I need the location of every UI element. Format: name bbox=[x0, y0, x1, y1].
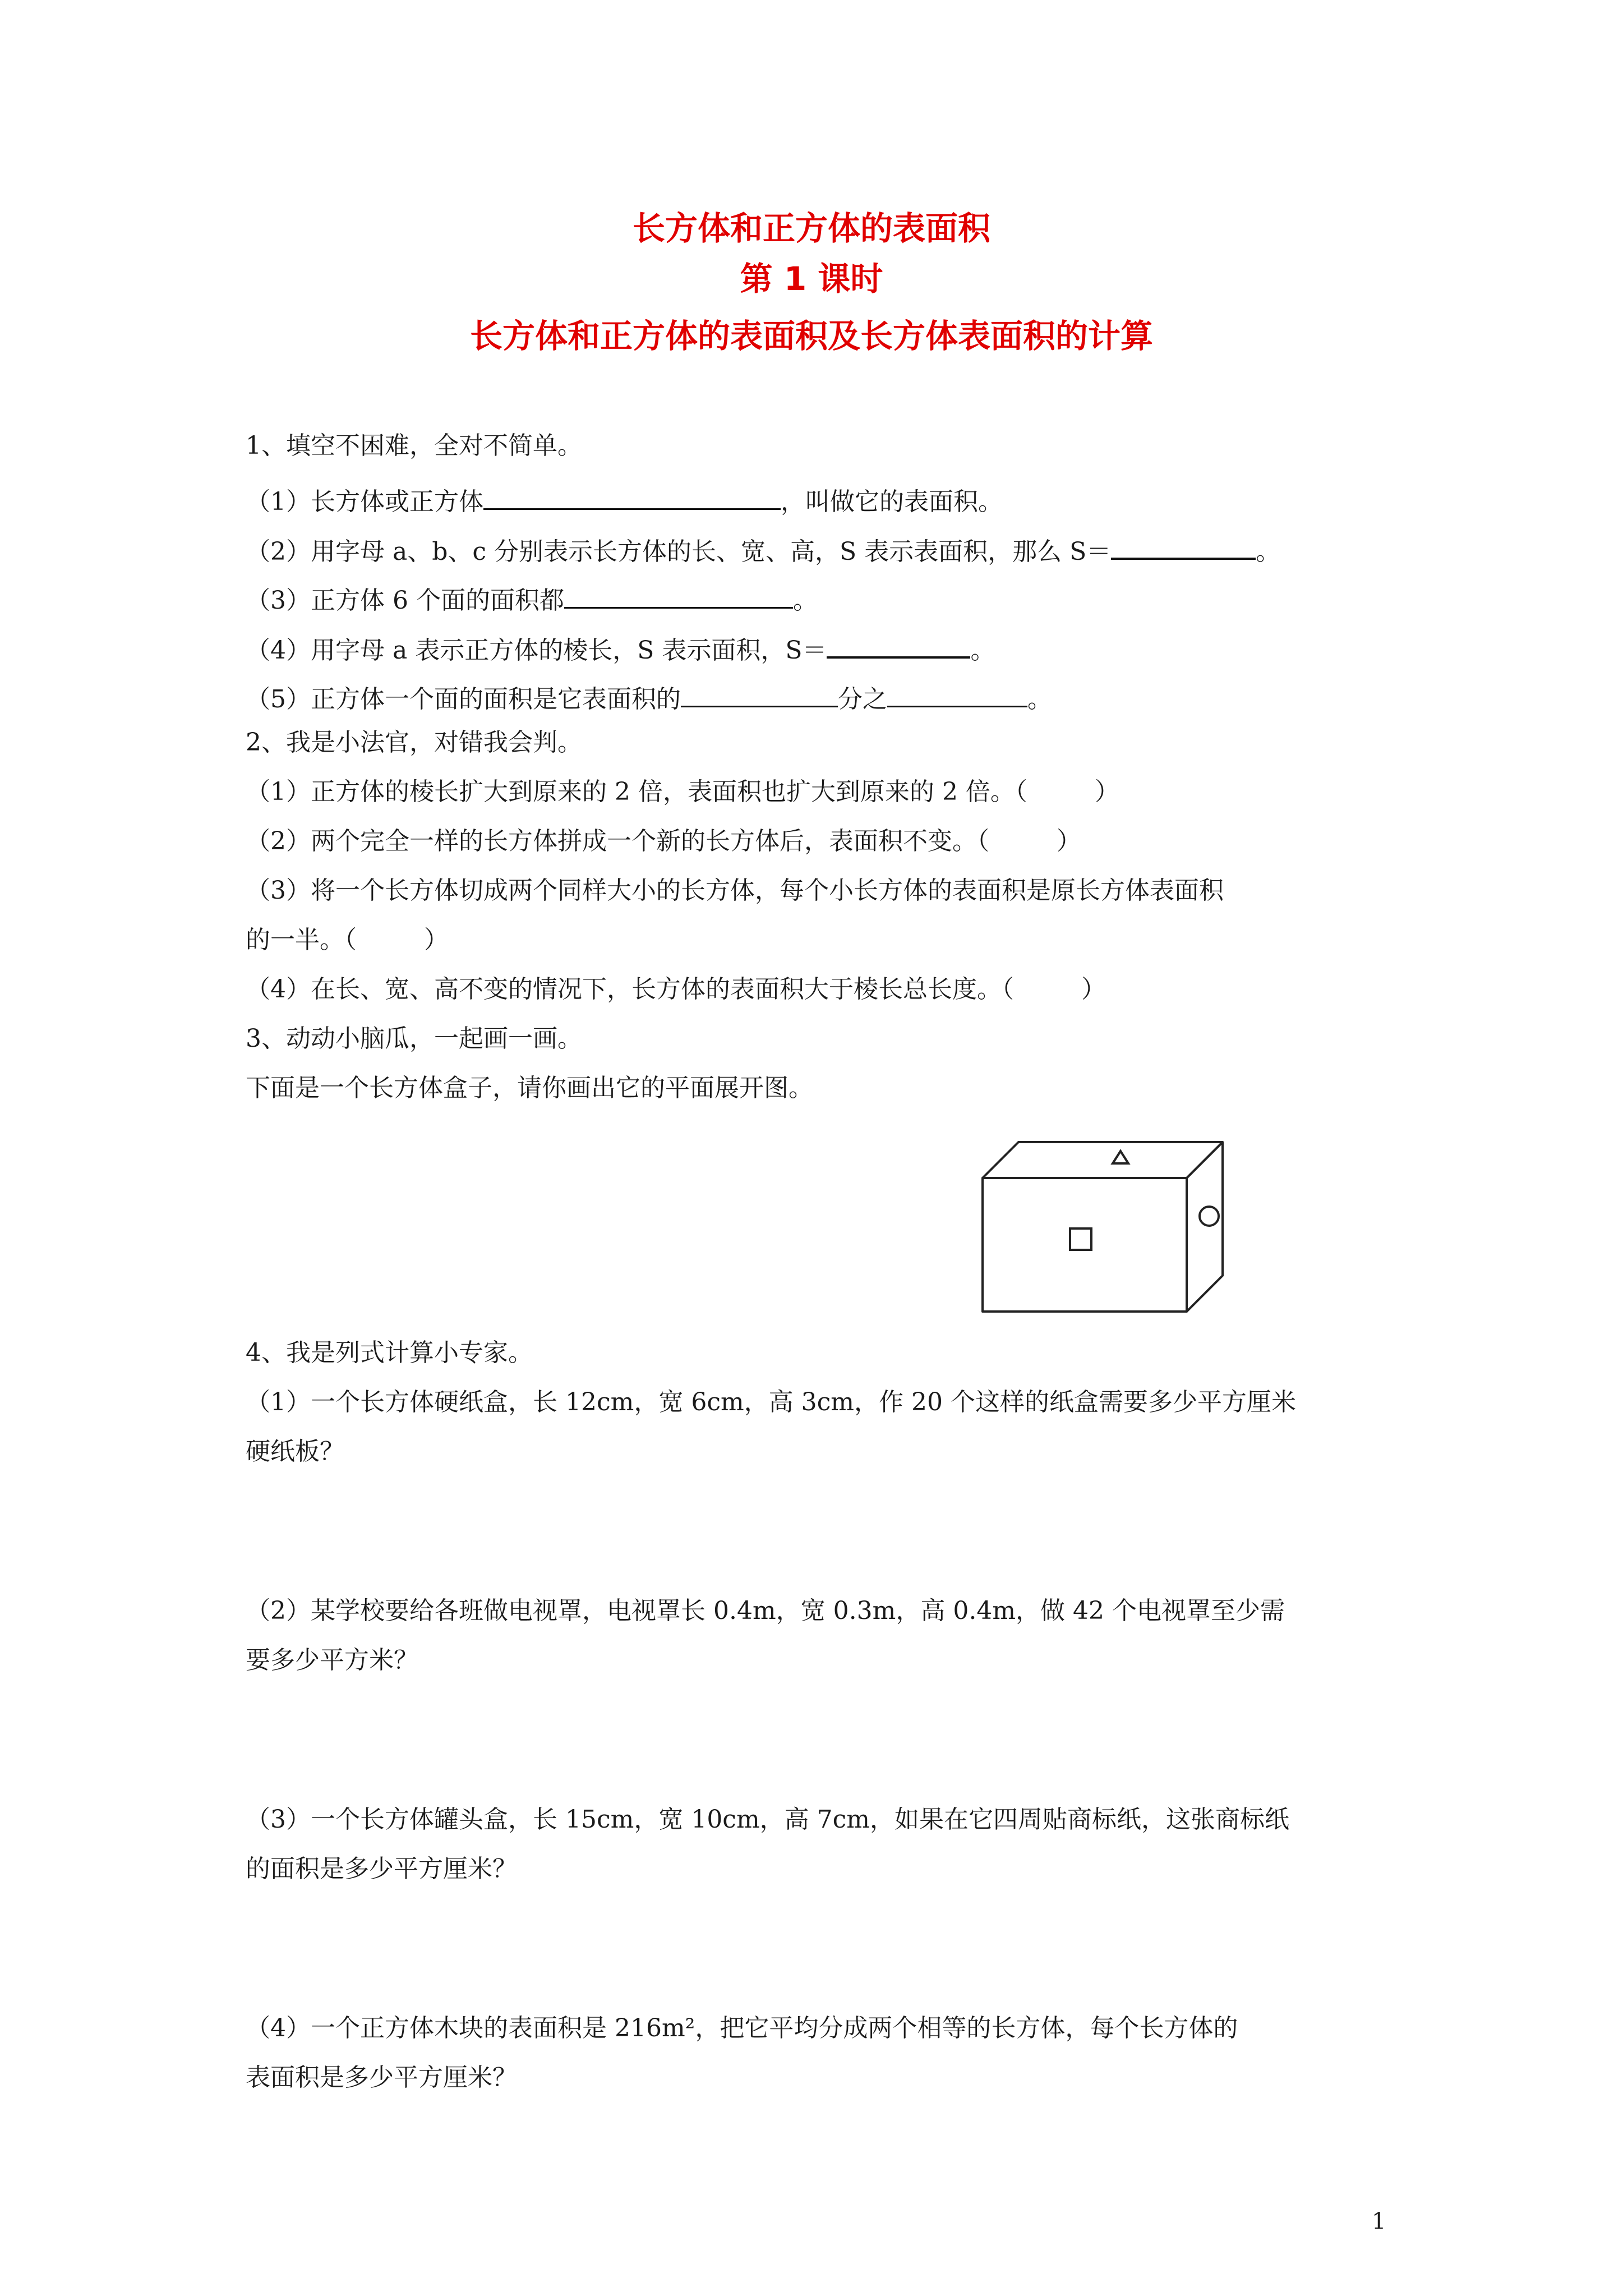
section4-question4-line1: （4）一个正方体木块的表面积是 216m²，把它平均分成两个相等的长方体，每个长方体的 bbox=[246, 2014, 1238, 2042]
q2-text: （2）两个完全一样的长方体拼成一个新的长方体后，表面积不变。（ bbox=[246, 827, 989, 855]
close-paren: ） bbox=[1094, 777, 1119, 806]
section4-question4-line2: 表面积是多少平方厘米？ bbox=[246, 2063, 517, 2092]
q4-text: （4）在长、宽、高不变的情况下，长方体的表面积大于棱长总长度。（ bbox=[246, 975, 1014, 1004]
section1-question4 bbox=[246, 632, 995, 663]
triangle-mark bbox=[1113, 1151, 1128, 1163]
answer-blank[interactable] bbox=[1111, 533, 1256, 560]
section4-question2-line1: （2）某学校要给各班做电视罩，电视罩长 0.4m，宽 0.3m，高 0.4m，做 42 个电视罩至少需 bbox=[246, 1596, 1285, 1625]
answer-blank[interactable] bbox=[887, 681, 1027, 707]
page-number: 1 bbox=[1372, 2208, 1386, 2234]
section2-question4 bbox=[246, 977, 1106, 1002]
q2-suffix: 。 bbox=[1256, 537, 1281, 566]
q2-text: （2）用字母 a、b、c 分别表示长方体的长、宽、高，S 表示表面积，那么 S＝ bbox=[246, 537, 1112, 566]
section2-heading: 2、我是小法官，对错我会判。 bbox=[246, 728, 582, 757]
section4-question1-line2: 硬纸板？ bbox=[246, 1437, 344, 1466]
answer-blank[interactable] bbox=[827, 632, 970, 659]
answer-blank[interactable] bbox=[681, 681, 838, 707]
q5-middle: 分之 bbox=[838, 685, 887, 714]
cuboid-side-face bbox=[1187, 1142, 1223, 1312]
close-paren: ） bbox=[1081, 975, 1106, 1004]
section2-question2 bbox=[246, 829, 1081, 854]
answer-blank[interactable] bbox=[564, 582, 793, 609]
lesson-subtitle: 长方体和正方体的表面积及长方体表面积的计算 bbox=[469, 317, 1153, 355]
section3-instruction: 下面是一个长方体盒子，请你画出它的平面展开图。 bbox=[246, 1074, 813, 1102]
cuboid-top-face bbox=[983, 1142, 1223, 1178]
section4-heading: 4、我是列式计算小专家。 bbox=[246, 1338, 533, 1367]
square-mark bbox=[1070, 1228, 1091, 1250]
q3-suffix: 。 bbox=[792, 586, 818, 615]
q3-text: （3）正方体 6 个面的面积都 bbox=[246, 586, 564, 615]
answer-blank[interactable] bbox=[483, 484, 781, 510]
section1-question1 bbox=[246, 484, 1003, 514]
section1-question2 bbox=[246, 533, 1280, 564]
section4-question3-line2: 的面积是多少平方厘米？ bbox=[246, 1855, 517, 1883]
q3-text: 的一半。（ bbox=[246, 926, 357, 954]
section1-heading: 1、填空不困难，全对不简单。 bbox=[246, 431, 582, 460]
section4-question2-line2: 要多少平方米？ bbox=[246, 1646, 418, 1674]
section2-question1 bbox=[246, 777, 1119, 806]
section2-question3-line2 bbox=[246, 928, 449, 953]
section4-question3-line1: （3）一个长方体罐头盒，长 15cm，宽 10cm，高 7cm，如果在它四周贴商标纸，这张商标纸 bbox=[246, 1805, 1290, 1834]
q1-text: （1）长方体或正方体 bbox=[246, 487, 483, 516]
cuboid-box-figure bbox=[953, 1122, 1279, 1324]
q4-suffix: 。 bbox=[970, 636, 995, 665]
section2-question3-line1: （3）将一个长方体切成两个同样大小的长方体，每个小长方体的表面积是原长方体表面积 bbox=[246, 876, 1224, 905]
cuboid-front-face bbox=[983, 1178, 1187, 1312]
q5-text: （5）正方体一个面的面积是它表面积的 bbox=[246, 685, 681, 714]
q1-suffix: ，叫做它的表面积。 bbox=[781, 487, 1003, 516]
section4-question1-line1: （1）一个长方体硬纸盒，长 12cm，宽 6cm，高 3cm，作 20 个这样的纸盒需要多少平方厘米 bbox=[246, 1388, 1296, 1416]
close-paren: ） bbox=[424, 926, 449, 954]
circle-mark bbox=[1200, 1207, 1219, 1226]
q4-text: （4）用字母 a 表示正方体的棱长，S 表示面积，S＝ bbox=[246, 636, 827, 665]
main-title: 长方体和正方体的表面积 bbox=[632, 209, 990, 247]
q5-suffix: 。 bbox=[1027, 685, 1052, 714]
lesson-title: 第 1 课时 bbox=[740, 260, 883, 298]
section3-heading: 3、动动小脑瓜，一起画一画。 bbox=[246, 1024, 582, 1053]
close-paren: ） bbox=[1057, 827, 1081, 855]
section1-question3 bbox=[246, 582, 818, 613]
q1-text: （1）正方体的棱长扩大到原来的 2 倍，表面积也扩大到原来的 2 倍。（ bbox=[246, 777, 1027, 806]
section1-question5 bbox=[246, 681, 1052, 712]
